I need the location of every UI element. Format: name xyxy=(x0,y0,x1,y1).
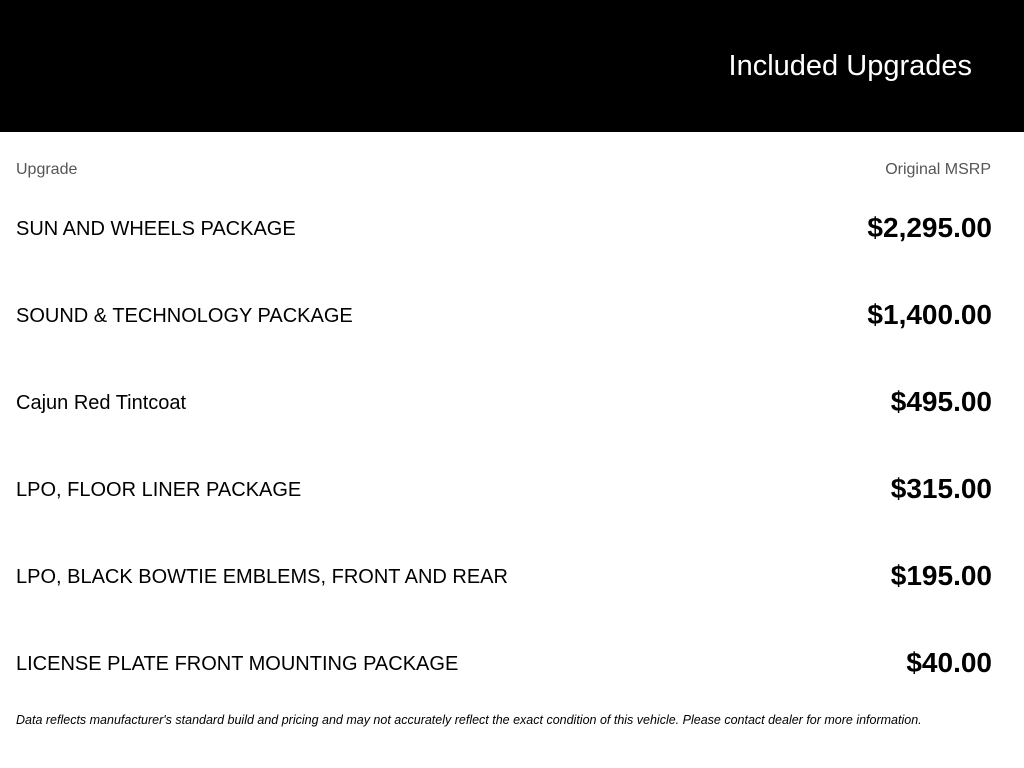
upgrades-list xyxy=(0,184,1024,706)
header-banner xyxy=(0,0,1024,132)
upgrade-price: $495.00 xyxy=(890,386,992,417)
column-header-msrp: Original MSRP xyxy=(885,161,991,178)
upgrade-row xyxy=(0,532,1024,619)
upgrade-price: $2,295.00 xyxy=(867,212,992,243)
column-header-upgrade: Upgrade xyxy=(16,161,78,178)
upgrade-name: Cajun Red Tintcoat xyxy=(16,392,187,414)
upgrade-price: $195.00 xyxy=(890,560,992,591)
upgrade-price: $1,400.00 xyxy=(867,299,992,330)
upgrade-price: $40.00 xyxy=(906,647,992,678)
upgrade-row xyxy=(0,445,1024,532)
upgrade-name: SOUND & TECHNOLOGY PACKAGE xyxy=(16,305,353,327)
upgrade-row xyxy=(0,358,1024,445)
disclaimer-text: Data reflects manufacturer's standard build and pricing and may not accurately reflect the exact condition of this vehicle. Please contact dealer for more information. xyxy=(16,713,922,727)
upgrade-row xyxy=(0,271,1024,358)
upgrade-name: SUN AND WHEELS PACKAGE xyxy=(16,218,296,240)
upgrade-row xyxy=(0,619,1024,706)
page-title: Included Upgrades xyxy=(728,50,972,82)
upgrade-name: LICENSE PLATE FRONT MOUNTING PACKAGE xyxy=(16,653,459,675)
upgrade-name: LPO, BLACK BOWTIE EMBLEMS, FRONT AND REAR xyxy=(16,566,508,588)
upgrade-row xyxy=(0,184,1024,271)
upgrade-name: LPO, FLOOR LINER PACKAGE xyxy=(16,479,302,501)
upgrade-price: $315.00 xyxy=(890,473,992,504)
